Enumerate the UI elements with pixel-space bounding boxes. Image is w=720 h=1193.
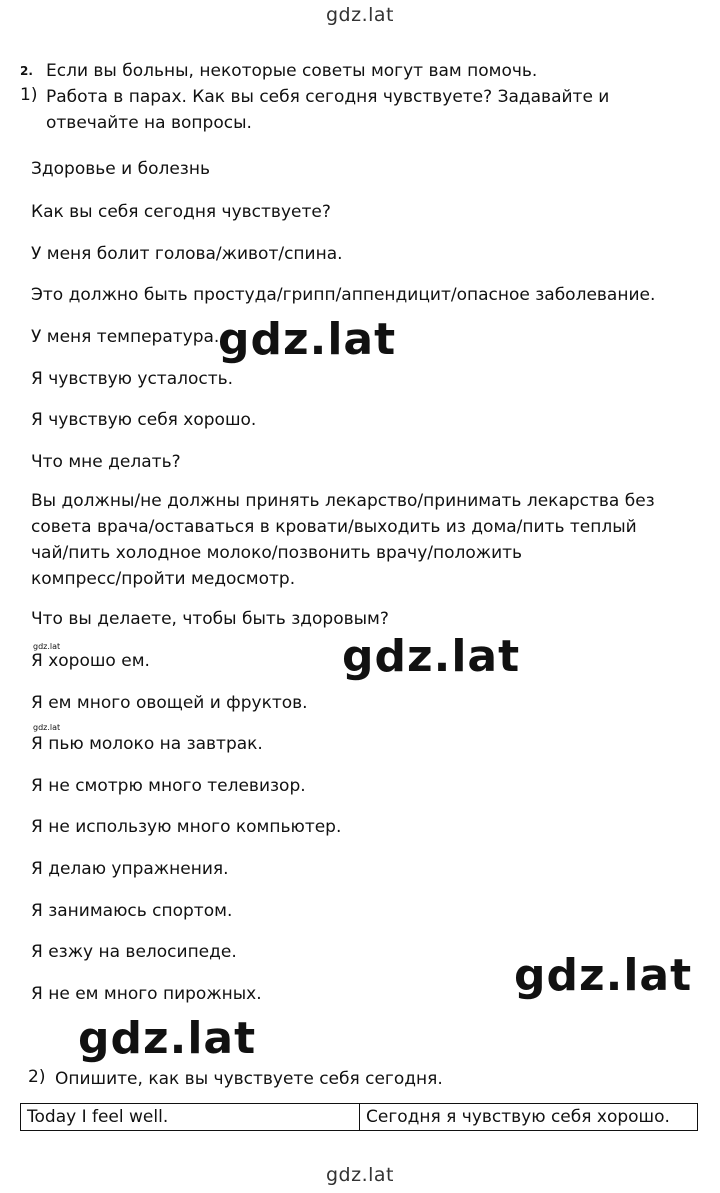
phrase-heading: Здоровье и болезнь	[31, 159, 210, 179]
watermark-small: gdz.lat	[33, 723, 61, 732]
phrase-line: Что вы делаете, чтобы быть здоровым?	[31, 609, 389, 629]
subtask-1-text-line-2: отвечайте на вопросы.	[46, 113, 252, 133]
answer-russian-cell: Сегодня я чувствую себя хорошо.	[360, 1104, 698, 1131]
phrase-line: Я хорошо ем.	[31, 651, 150, 671]
answer-english-cell: Today I feel well.	[21, 1104, 360, 1131]
advice-line-1: Вы должны/не должны принять лекарство/принимать лекарства без	[31, 491, 655, 511]
watermark-big: gdz.lat	[78, 1013, 257, 1064]
phrase-line: Я не смотрю много телевизор.	[31, 776, 306, 796]
header-watermark: gdz.lat	[325, 4, 394, 26]
watermark-big: gdz.lat	[514, 950, 693, 1001]
subtask-2-text: Опишите, как вы чувствуете себя сегодня.	[55, 1069, 443, 1089]
watermark-small: gdz.lat	[33, 642, 61, 651]
table-row	[21, 1104, 698, 1131]
advice-line-2: совета врача/оставаться в кровати/выходить из дома/пить теплый	[31, 517, 637, 537]
subtask-1-number: 1)	[20, 85, 38, 105]
subtask-1-text-line-1: Работа в парах. Как вы себя сегодня чувствуете? Задавайте и	[46, 87, 610, 107]
footer-watermark: gdz.lat	[325, 1164, 394, 1186]
advice-line-3: чай/пить холодное молоко/позвонить врачу/положить	[31, 543, 523, 563]
phrase-line: Что мне делать?	[31, 452, 181, 472]
phrase-line: Я ем много овощей и фруктов.	[31, 693, 308, 713]
phrase-line: Я не ем много пирожных.	[31, 984, 262, 1004]
phrase-line: Я делаю упражнения.	[31, 859, 229, 879]
phrase-line: У меня температура.	[31, 327, 220, 347]
subtask-2-number: 2)	[28, 1067, 46, 1087]
phrase-line: У меня болит голова/живот/спина.	[31, 244, 343, 264]
phrase-line: Я чувствую себя хорошо.	[31, 410, 257, 430]
phrase-line: Я занимаюсь спортом.	[31, 901, 233, 921]
task-title: Если вы больны, некоторые советы могут вам помочь.	[46, 61, 538, 81]
phrase-line: Это должно быть простуда/грипп/аппендицит/опасное заболевание.	[31, 285, 656, 305]
answer-table	[20, 1103, 698, 1131]
phrase-line: Я не использую много компьютер.	[31, 817, 342, 837]
watermark-big: gdz.lat	[218, 314, 397, 365]
advice-line-4: компресс/пройти медосмотр.	[31, 569, 296, 589]
phrase-line: Я езжу на велосипеде.	[31, 942, 237, 962]
advice-paragraph	[31, 488, 681, 592]
phrase-line: Я чувствую усталость.	[31, 369, 234, 389]
phrase-line: Я пью молоко на завтрак.	[31, 734, 263, 754]
task-number: 2.	[20, 64, 33, 78]
phrase-line: Как вы себя сегодня чувствуете?	[31, 202, 331, 222]
watermark-big: gdz.lat	[342, 631, 521, 682]
